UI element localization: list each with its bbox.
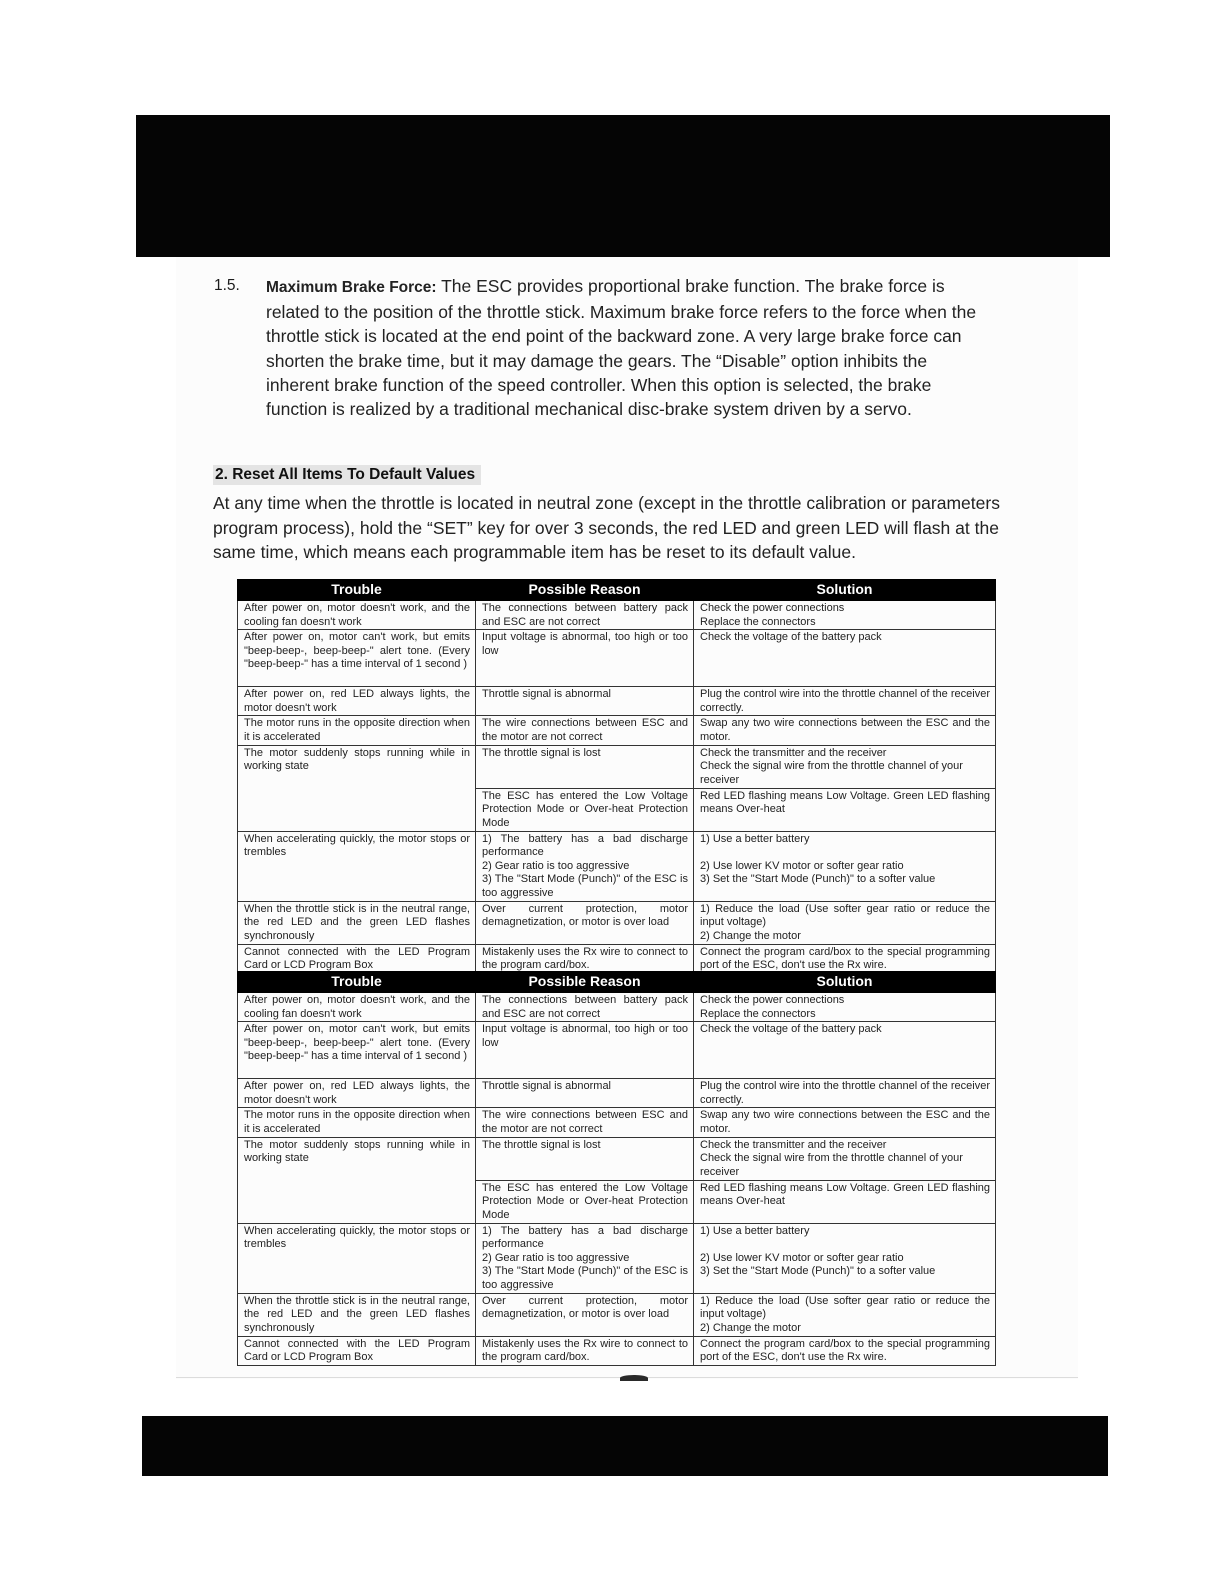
- trouble-cell: Cannot connected with the LED Program Card or LCD Program Box: [238, 944, 476, 973]
- trouble-cell: The motor runs in the opposite direction when it is accelerated: [238, 716, 476, 745]
- reason-cell: Over current protection, motor demagnetization, or motor is over load: [476, 1293, 694, 1336]
- reason-cell: Input voltage is abnormal, too high or too low: [476, 630, 694, 687]
- solution-cell: Check the power connections Replace the connectors: [694, 601, 996, 630]
- header-solution: Solution: [694, 972, 996, 993]
- reason-cell: The wire connections between ESC and the motor are not correct: [476, 716, 694, 745]
- reason-cell: Mistakenly uses the Rx wire to connect to the program card/box.: [476, 944, 694, 973]
- reason-cell: Throttle signal is abnormal: [476, 687, 694, 716]
- scan-mark: [620, 1375, 648, 1381]
- troubleshooting-table: [237, 579, 996, 974]
- reason-cell: The throttle signal is lost: [476, 745, 694, 788]
- section-text: The ESC provides proportional brake function. The brake force is related to the position of the throttle stick. Maximum brake force refers to the force when the throttle stick is located at the end point of the backward zone. A very large brake force can shorten the brake time, but it may damage the gears. The “Disable” option inhibits the inherent brake function of the speed controller. When this option is selected, the brake function is realized by a traditional mechanical disc-brake system driven by a servo.: [266, 276, 977, 420]
- reason-cell: Over current protection, motor demagnetization, or motor is over load: [476, 901, 694, 944]
- solution-cell: 1) Use a better battery 2) Use lower KV motor or softer gear ratio 3) Set the "Start Mode (Punch)" to a softer value: [694, 1223, 996, 1293]
- trouble-cell: When accelerating quickly, the motor stops or trembles: [238, 1223, 476, 1293]
- table-row: [238, 901, 996, 944]
- table-row: [238, 1079, 996, 1108]
- reset-heading: 2. Reset All Items To Default Values: [213, 465, 481, 485]
- solution-cell: Connect the program card/box to the special programming port of the ESC, don't use the Rx wire.: [694, 1336, 996, 1365]
- solution-cell: Plug the control wire into the throttle channel of the receiver correctly.: [694, 1079, 996, 1108]
- reason-cell: The ESC has entered the Low Voltage Protection Mode or Over-heat Protection Mode: [476, 788, 694, 831]
- trouble-cell: When the throttle stick is in the neutral range, the red LED and the green LED flashes synchronously: [238, 901, 476, 944]
- table-row: [238, 745, 996, 788]
- reason-cell: 1) The battery has a bad discharge performance 2) Gear ratio is too aggressive 3) The "Start Mode (Punch)" of the ESC is too aggressive: [476, 831, 694, 901]
- solution-cell: Swap any two wire connections between the ESC and the motor.: [694, 716, 996, 745]
- trouble-cell: The motor runs in the opposite direction when it is accelerated: [238, 1108, 476, 1137]
- solution-cell: Check the voltage of the battery pack: [694, 1022, 996, 1079]
- header-trouble: Trouble: [238, 972, 476, 993]
- table-row: [238, 601, 996, 630]
- table-row: [238, 1108, 996, 1137]
- table-row: [238, 1137, 996, 1180]
- section-paragraph: [266, 274, 978, 421]
- table-row: [238, 1022, 996, 1079]
- section-term: Maximum Brake Force:: [266, 279, 437, 296]
- trouble-cell: When the throttle stick is in the neutral range, the red LED and the green LED flashes synchronously: [238, 1293, 476, 1336]
- section-number: 1.5.: [214, 277, 240, 294]
- reason-cell: The connections between battery pack and ESC are not correct: [476, 993, 694, 1022]
- reason-cell: The connections between battery pack and ESC are not correct: [476, 601, 694, 630]
- table-row: [238, 831, 996, 901]
- solution-cell: Swap any two wire connections between the ESC and the motor.: [694, 1108, 996, 1137]
- troubleshooting-table: [237, 971, 996, 1366]
- reset-paragraph: At any time when the throttle is located in neutral zone (except in the throttle calibration or parameters program process), hold the “SET” key for over 3 seconds, the red LED and green LED will flash at the same time, which means each programmable item has be reset to its default value.: [213, 493, 1000, 562]
- trouble-cell: After power on, motor doesn't work, and the cooling fan doesn't work: [238, 993, 476, 1022]
- solution-cell: 1) Use a better battery 2) Use lower KV motor or softer gear ratio 3) Set the "Start Mode (Punch)" to a softer value: [694, 831, 996, 901]
- solution-cell: Check the transmitter and the receiver Check the signal wire from the throttle channel of your receiver: [694, 1137, 996, 1180]
- table-row: [238, 1336, 996, 1365]
- trouble-cell: Cannot connected with the LED Program Card or LCD Program Box: [238, 1336, 476, 1365]
- table-row: [238, 630, 996, 687]
- reason-cell: Throttle signal is abnormal: [476, 1079, 694, 1108]
- bottom-black-band: [142, 1416, 1108, 1476]
- trouble-cell: After power on, motor doesn't work, and the cooling fan doesn't work: [238, 601, 476, 630]
- trouble-cell: The motor suddenly stops running while in working state: [238, 1137, 476, 1223]
- table-row: [238, 716, 996, 745]
- trouble-cell: The motor suddenly stops running while in working state: [238, 745, 476, 831]
- header-trouble: Trouble: [238, 580, 476, 601]
- solution-cell: Red LED flashing means Low Voltage. Green LED flashing means Over-heat: [694, 788, 996, 831]
- trouble-cell: After power on, motor can't work, but emits "beep-beep-, beep-beep-" alert tone. (Every "beep-beep-" has a time interval of 1 second ): [238, 1022, 476, 1079]
- trouble-cell: After power on, red LED always lights, the motor doesn't work: [238, 1079, 476, 1108]
- header-possible-reason: Possible Reason: [476, 972, 694, 993]
- table-row: [238, 1293, 996, 1336]
- solution-cell: Connect the program card/box to the special programming port of the ESC, don't use the Rx wire.: [694, 944, 996, 973]
- table-row: [238, 1223, 996, 1293]
- header-possible-reason: Possible Reason: [476, 580, 694, 601]
- header-solution: Solution: [694, 580, 996, 601]
- reason-cell: Mistakenly uses the Rx wire to connect to the program card/box.: [476, 1336, 694, 1365]
- top-black-band: [136, 115, 1110, 257]
- trouble-cell: After power on, motor can't work, but emits "beep-beep-, beep-beep-" alert tone. (Every "beep-beep-" has a time interval of 1 second ): [238, 630, 476, 687]
- solution-cell: 1) Reduce the load (Use softer gear ratio or reduce the input voltage) 2) Change the motor: [694, 901, 996, 944]
- reason-cell: The wire connections between ESC and the motor are not correct: [476, 1108, 694, 1137]
- solution-cell: Check the voltage of the battery pack: [694, 630, 996, 687]
- reason-cell: 1) The battery has a bad discharge performance 2) Gear ratio is too aggressive 3) The "Start Mode (Punch)" of the ESC is too aggressive: [476, 1223, 694, 1293]
- reason-cell: Input voltage is abnormal, too high or too low: [476, 1022, 694, 1079]
- trouble-cell: When accelerating quickly, the motor stops or trembles: [238, 831, 476, 901]
- reason-cell: The throttle signal is lost: [476, 1137, 694, 1180]
- solution-cell: Plug the control wire into the throttle channel of the receiver correctly.: [694, 687, 996, 716]
- table-row: [238, 687, 996, 716]
- trouble-cell: After power on, red LED always lights, the motor doesn't work: [238, 687, 476, 716]
- reason-cell: The ESC has entered the Low Voltage Protection Mode or Over-heat Protection Mode: [476, 1180, 694, 1223]
- solution-cell: Check the power connections Replace the connectors: [694, 993, 996, 1022]
- table-row: [238, 944, 996, 973]
- solution-cell: 1) Reduce the load (Use softer gear ratio or reduce the input voltage) 2) Change the motor: [694, 1293, 996, 1336]
- solution-cell: Red LED flashing means Low Voltage. Green LED flashing means Over-heat: [694, 1180, 996, 1223]
- solution-cell: Check the transmitter and the receiver Check the signal wire from the throttle channel of your receiver: [694, 745, 996, 788]
- table-row: [238, 993, 996, 1022]
